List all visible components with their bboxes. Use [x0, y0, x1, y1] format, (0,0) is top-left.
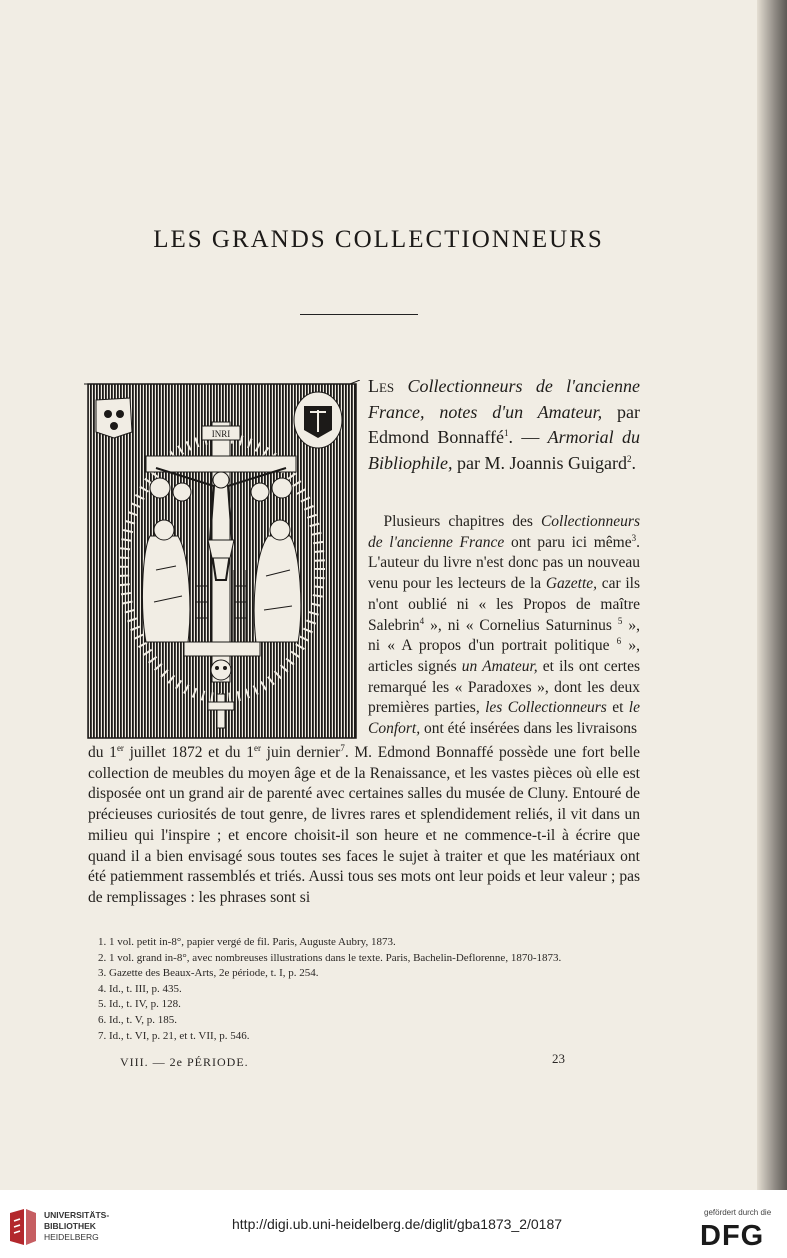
funding-caption: gefördert durch die [704, 1208, 772, 1217]
footnote: 5. Id., t. IV, p. 128. [98, 998, 181, 1011]
inri-inscription: INRI [211, 429, 231, 439]
footnote: 6. Id., t. V, p. 185. [98, 1013, 178, 1026]
crest-right [294, 392, 342, 448]
volume-period-label: VIII. — 2e PÉRIODE. [120, 1055, 249, 1069]
reviewed-books-heading: Les Collectionneurs de l'ancienne France, notes d'un Amateur, par Edmond Bonnaffé$^1$. — Armorial du Bibliophile, par M. Joannis Guigard$^2$. [368, 376, 641, 473]
page-number: 23 [552, 1051, 565, 1066]
footnote-ref-1: 1 [503, 428, 509, 438]
page-title: LES GRANDS COLLECTIONNEURS [153, 226, 604, 253]
book2-author: par M. Joannis Guigard [457, 452, 627, 473]
university-library-logo-icon[interactable] [8, 1207, 38, 1247]
permalink-url[interactable]: http://digi.ub.uni-heidelberg.de/diglit/gba1873_2/0187 [232, 1216, 563, 1232]
book2-title: Armorial du Bibliophile, [368, 427, 641, 473]
footnote: 7. Id., t. VI, p. 21, et t. VII, p. 546. [98, 1029, 250, 1042]
university-library-name[interactable]: UNIVERSITÄTS- BIBLIOTHEK HEIDELBERG [44, 1210, 110, 1242]
page-edge-shadow [757, 0, 787, 1190]
book1-title: Collectionneurs de l'ancienne France, notes d'un Amateur, [368, 376, 640, 422]
body-paragraph-full: du 1er juillet 1872 et du 1er juin dernier$^7$. M. Edmond Bonnaffé possède une fort belle collection de meubles du moyen âge et de la Renaissance, et les vastes pièces où elle est disposée ont un grand air de parenté avec certaines salles du musée de Cluny. Entouré de précieuses curiosités de tout genre, de livres rares et splendidement reliés, il vit dans un milieu qui l'inspire ; et encore choisit-il son heure et ne commence-t-il à écrire que quand il a bien envisagé sous toutes ses faces le sujet à traiter et que les matériaux ont été patiemment rassemblés et triés. Aussi tous ses mots ont leur poids et leur valeur ; pas de remplissages : les phrases sont si [88, 742, 640, 906]
footnote: 2. 1 vol. grand in-8°, avec nombreuses illustrations dans le texte. Paris, Bachelin-Deflorenne, 1870-1873. [98, 951, 562, 964]
footnotes-list [98, 935, 658, 1044]
dfg-logo[interactable]: DFG [700, 1220, 765, 1252]
smallcaps-les: Les [368, 376, 395, 396]
title-divider [300, 314, 418, 315]
crest-left [96, 398, 132, 438]
body-paragraph-column: Plusieurs chapitres des Collectionneurs de l'ancienne France ont paru ici même$^3$. L'auteur du livre n'est donc pas un nouveau venu pour les lecteurs de la Gazette, car ils n'ont oublié ni « les Propos de maître Salebrin$^4$ », ni « Cornelius Saturninus $^5$ », ni « A propos d'un portrait politique $^6$ », articles signés un Amateur, et ils ont certes remarqué les « Paradoxes », dont les deux premières parties, les Collectionneurs et le Confort, ont été insérées dans les livraisons [368, 513, 641, 738]
crucifixion-engraving [84, 380, 360, 740]
footnote: 3. Gazette des Beaux-Arts, 2e période, t. I, p. 254. [98, 967, 319, 980]
footnote: 1. 1 vol. petit in-8°, papier vergé de fil. Paris, Auguste Aubry, 1873. [98, 936, 396, 948]
book1-author: par Edmond Bonnaffé [368, 401, 641, 447]
footnote: 4. Id., t. III, p. 435. [98, 982, 182, 995]
footnote-ref-2: 2 [626, 453, 632, 464]
